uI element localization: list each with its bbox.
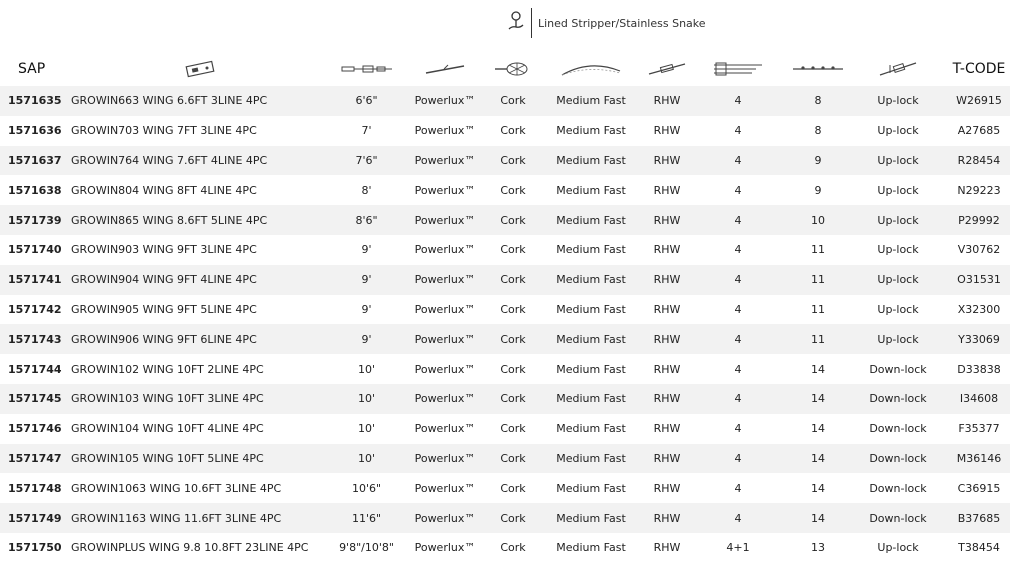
- guides-cell: 9: [814, 183, 822, 197]
- guides-cell: 13: [811, 541, 825, 555]
- guides-cell: 14: [811, 481, 825, 495]
- handle-cell: Cork: [500, 392, 526, 406]
- reel-seat-cell: RHW: [653, 183, 681, 197]
- length-cell: 6'6": [355, 94, 378, 108]
- header-sap: SAP: [18, 61, 46, 77]
- guides-cell: 10: [811, 213, 825, 227]
- product-name-cell: GROWIN105 WING 10FT 5LINE 4PC: [71, 451, 264, 465]
- spec-table: [0, 52, 1010, 563]
- pieces-cell: 4: [734, 332, 742, 346]
- action-cell: Medium Fast: [556, 481, 626, 495]
- blank-material-cell: Powerlux™: [414, 422, 476, 436]
- table-row: [0, 503, 1010, 533]
- handle-cell: Cork: [500, 481, 526, 495]
- product-name-cell: GROWIN903 WING 9FT 3LINE 4PC: [71, 243, 257, 257]
- pieces-cell: 4: [734, 511, 742, 525]
- lock-cell: Up-lock: [877, 213, 919, 227]
- sap-cell: 1571746: [8, 422, 62, 436]
- length-cell: 10': [357, 392, 376, 406]
- length-cell: 7': [361, 124, 372, 138]
- sap-cell: 1571743: [8, 332, 62, 346]
- reel-seat-cell: RHW: [653, 511, 681, 525]
- table-row: [0, 265, 1010, 295]
- length-cell: 9': [361, 273, 372, 287]
- blank-material-cell: Powerlux™: [414, 481, 476, 495]
- product-name-cell: GROWIN102 WING 10FT 2LINE 4PC: [71, 362, 264, 376]
- sap-cell: 1571740: [8, 243, 62, 257]
- action-cell: Medium Fast: [556, 213, 626, 227]
- action-curve-icon: [536, 52, 646, 86]
- pieces-cell: 4: [734, 302, 742, 316]
- guides-cell: 11: [811, 302, 825, 316]
- blank-material-cell: Powerlux™: [414, 124, 476, 138]
- blank-material-cell: Powerlux™: [414, 511, 476, 525]
- pieces-cell: 4: [734, 243, 742, 257]
- tcode-cell: T38454: [958, 541, 1000, 555]
- blank-material-cell: Powerlux™: [414, 273, 476, 287]
- pieces-cell: 4: [734, 213, 742, 227]
- handle-cell: Cork: [500, 362, 526, 376]
- pieces-cell: 4: [734, 481, 742, 495]
- guide-count-icon: [788, 52, 848, 86]
- product-name-cell: GROWINPLUS WING 9.8 10.8FT 23LINE 4PC: [71, 541, 309, 555]
- lock-cell: Up-lock: [877, 153, 919, 167]
- blank-material-cell: Powerlux™: [414, 243, 476, 257]
- blank-material-cell: Powerlux™: [414, 183, 476, 197]
- table-row: [0, 354, 1010, 384]
- blank-material-cell: Powerlux™: [414, 541, 476, 555]
- reel-seat-cell: RHW: [653, 541, 681, 555]
- table-row: [0, 295, 1010, 325]
- action-cell: Medium Fast: [556, 302, 626, 316]
- blank-material-cell: Powerlux™: [414, 302, 476, 316]
- handle-cell: Cork: [500, 273, 526, 287]
- action-cell: Medium Fast: [556, 94, 626, 108]
- handle-cell: Cork: [500, 541, 526, 555]
- snake-guide-icon: [505, 9, 527, 37]
- table-row: [0, 533, 1010, 563]
- length-cell: 9'8"/10'8": [339, 541, 394, 555]
- reel-seat-cell: RHW: [653, 243, 681, 257]
- reel-seat-cell: RHW: [653, 451, 681, 465]
- product-name-cell: GROWIN1063 WING 10.6FT 3LINE 4PC: [71, 481, 282, 495]
- sap-cell: 1571750: [8, 541, 62, 555]
- length-cell: 7'6": [355, 153, 378, 167]
- legend-divider: [531, 8, 532, 38]
- pieces-cell: 4+1: [726, 541, 750, 555]
- lock-cell: Down-lock: [869, 511, 927, 525]
- lock-cell: Up-lock: [877, 541, 919, 555]
- blank-material-cell: Powerlux™: [414, 451, 476, 465]
- length-cell: 8'6": [355, 213, 378, 227]
- action-cell: Medium Fast: [556, 332, 626, 346]
- sap-cell: 1571739: [8, 213, 62, 227]
- guides-cell: 9: [814, 153, 822, 167]
- pieces-cell: 4: [734, 124, 742, 138]
- handle-cell: Cork: [500, 213, 526, 227]
- rod-pieces-icon: [688, 52, 788, 86]
- pieces-cell: 4: [734, 362, 742, 376]
- guides-cell: 14: [811, 392, 825, 406]
- guides-cell: 14: [811, 422, 825, 436]
- handle-cell: Cork: [500, 243, 526, 257]
- reel-seat-cell: RHW: [653, 213, 681, 227]
- reel-seat-cell: RHW: [653, 302, 681, 316]
- tcode-cell: D33838: [957, 362, 1001, 376]
- handle-cell: Cork: [500, 124, 526, 138]
- lock-cell: Up-lock: [877, 183, 919, 197]
- reel-seat-cell: RHW: [653, 422, 681, 436]
- tcode-cell: F35377: [958, 422, 1000, 436]
- handle-cell: Cork: [500, 94, 526, 108]
- table-row: [0, 324, 1010, 354]
- tcode-cell: Y33069: [958, 332, 1000, 346]
- lock-cell: Up-lock: [877, 302, 919, 316]
- tcode-cell: M36146: [956, 451, 1002, 465]
- lock-cell: Up-lock: [877, 243, 919, 257]
- pieces-cell: 4: [734, 451, 742, 465]
- tcode-cell: O31531: [957, 273, 1001, 287]
- reel-seat-cell: RHW: [653, 392, 681, 406]
- table-body: [0, 86, 1010, 563]
- blank-material-cell: Powerlux™: [414, 153, 476, 167]
- guides-cell: 11: [811, 273, 825, 287]
- handle-cell: Cork: [500, 451, 526, 465]
- tcode-cell: C36915: [957, 481, 1001, 495]
- reel-seat-cell: RHW: [653, 332, 681, 346]
- reel-seat-cell: RHW: [653, 124, 681, 138]
- length-cell: 8': [361, 183, 372, 197]
- action-cell: Medium Fast: [556, 451, 626, 465]
- sap-cell: 1571747: [8, 451, 62, 465]
- blank-material-cell: Powerlux™: [414, 362, 476, 376]
- tcode-cell: A27685: [957, 124, 1001, 138]
- action-cell: Medium Fast: [556, 511, 626, 525]
- action-cell: Medium Fast: [556, 392, 626, 406]
- length-cell: 9': [361, 302, 372, 316]
- header-row: [0, 52, 1010, 86]
- guides-cell: 14: [811, 451, 825, 465]
- tcode-cell: I34608: [959, 392, 999, 406]
- handle-cell: Cork: [500, 302, 526, 316]
- pieces-cell: 4: [734, 183, 742, 197]
- table-row: [0, 86, 1010, 116]
- reel-seat-cell: RHW: [653, 273, 681, 287]
- reel-seat-cell: RHW: [653, 362, 681, 376]
- sap-cell: 1571748: [8, 481, 62, 495]
- guides-cell: 8: [814, 124, 822, 138]
- tcode-cell: B37685: [957, 511, 1001, 525]
- blank-material-cell: Powerlux™: [414, 213, 476, 227]
- tcode-cell: V30762: [957, 243, 1001, 257]
- length-cell: 10': [357, 451, 376, 465]
- product-tag-icon: [67, 52, 333, 86]
- sap-cell: 1571638: [8, 183, 62, 197]
- guides-cell: 14: [811, 362, 825, 376]
- product-name-cell: GROWIN663 WING 6.6FT 3LINE 4PC: [71, 94, 268, 108]
- table-row: [0, 414, 1010, 444]
- product-name-cell: GROWIN703 WING 7FT 3LINE 4PC: [71, 124, 257, 138]
- sap-cell: 1571742: [8, 302, 62, 316]
- handle-cell: Cork: [500, 153, 526, 167]
- handle-cell: Cork: [500, 332, 526, 346]
- action-cell: Medium Fast: [556, 243, 626, 257]
- handle-cell: Cork: [500, 422, 526, 436]
- rod-blank-icon: [400, 52, 490, 86]
- length-cell: 9': [361, 332, 372, 346]
- product-name-cell: GROWIN906 WING 9FT 6LINE 4PC: [71, 332, 257, 346]
- sap-cell: 1571741: [8, 273, 62, 287]
- lock-cell: Up-lock: [877, 94, 919, 108]
- table-row: [0, 146, 1010, 176]
- action-cell: Medium Fast: [556, 153, 626, 167]
- pieces-cell: 4: [734, 153, 742, 167]
- sap-cell: 1571749: [8, 511, 62, 525]
- lock-cell: Down-lock: [869, 362, 927, 376]
- length-cell: 10': [357, 422, 376, 436]
- action-cell: Medium Fast: [556, 362, 626, 376]
- sap-cell: 1571636: [8, 124, 62, 138]
- lock-cell: Down-lock: [869, 392, 927, 406]
- action-cell: Medium Fast: [556, 541, 626, 555]
- guides-cell: 14: [811, 511, 825, 525]
- lock-type-icon: [848, 52, 948, 86]
- sap-cell: 1571745: [8, 392, 62, 406]
- reel-seat-cell: RHW: [653, 481, 681, 495]
- lock-cell: Down-lock: [869, 481, 927, 495]
- handle-cell: Cork: [500, 511, 526, 525]
- table-row: [0, 235, 1010, 265]
- guides-cell: 11: [811, 243, 825, 257]
- header-tcode: T-CODE: [952, 61, 1006, 77]
- cork-handle-icon: [490, 52, 536, 86]
- guides-cell: 11: [811, 332, 825, 346]
- lock-cell: Down-lock: [869, 451, 927, 465]
- tcode-cell: R28454: [957, 153, 1001, 167]
- legend-text: Lined Stripper/Stainless Snake: [538, 16, 706, 30]
- action-cell: Medium Fast: [556, 183, 626, 197]
- length-cell: 10'6": [351, 481, 382, 495]
- tcode-cell: N29223: [957, 183, 1001, 197]
- sap-cell: 1571635: [8, 94, 62, 108]
- table-row: [0, 384, 1010, 414]
- table-row: [0, 205, 1010, 235]
- lock-cell: Up-lock: [877, 273, 919, 287]
- action-cell: Medium Fast: [556, 124, 626, 138]
- length-cell: 11'6": [351, 511, 382, 525]
- length-cell: 10': [357, 362, 376, 376]
- action-cell: Medium Fast: [556, 273, 626, 287]
- pieces-cell: 4: [734, 392, 742, 406]
- pieces-cell: 4: [734, 422, 742, 436]
- product-name-cell: GROWIN1163 WING 11.6FT 3LINE 4PC: [71, 511, 282, 525]
- product-name-cell: GROWIN865 WING 8.6FT 5LINE 4PC: [71, 213, 268, 227]
- table-row: [0, 473, 1010, 503]
- legend: [505, 8, 706, 38]
- table-row: [0, 175, 1010, 205]
- table-row: [0, 444, 1010, 474]
- sap-cell: 1571637: [8, 153, 62, 167]
- lock-cell: Down-lock: [869, 422, 927, 436]
- tcode-cell: P29992: [958, 213, 1000, 227]
- reel-seat-cell: RHW: [653, 153, 681, 167]
- product-name-cell: GROWIN904 WING 9FT 4LINE 4PC: [71, 273, 257, 287]
- blank-material-cell: Powerlux™: [414, 392, 476, 406]
- handle-cell: Cork: [500, 183, 526, 197]
- pieces-cell: 4: [734, 273, 742, 287]
- guides-cell: 8: [814, 94, 822, 108]
- product-name-cell: GROWIN764 WING 7.6FT 4LINE 4PC: [71, 153, 268, 167]
- tcode-cell: W26915: [956, 94, 1002, 108]
- lock-cell: Up-lock: [877, 124, 919, 138]
- rod-length-icon: [333, 52, 400, 86]
- blank-material-cell: Powerlux™: [414, 94, 476, 108]
- sap-cell: 1571744: [8, 362, 62, 376]
- reel-seat-icon: [646, 52, 688, 86]
- product-name-cell: GROWIN104 WING 10FT 4LINE 4PC: [71, 422, 264, 436]
- length-cell: 9': [361, 243, 372, 257]
- action-cell: Medium Fast: [556, 422, 626, 436]
- lock-cell: Up-lock: [877, 332, 919, 346]
- product-name-cell: GROWIN103 WING 10FT 3LINE 4PC: [71, 392, 264, 406]
- product-name-cell: GROWIN804 WING 8FT 4LINE 4PC: [71, 183, 257, 197]
- blank-material-cell: Powerlux™: [414, 332, 476, 346]
- product-name-cell: GROWIN905 WING 9FT 5LINE 4PC: [71, 302, 257, 316]
- table-row: [0, 116, 1010, 146]
- tcode-cell: X32300: [957, 302, 1001, 316]
- reel-seat-cell: RHW: [653, 94, 681, 108]
- pieces-cell: 4: [734, 94, 742, 108]
